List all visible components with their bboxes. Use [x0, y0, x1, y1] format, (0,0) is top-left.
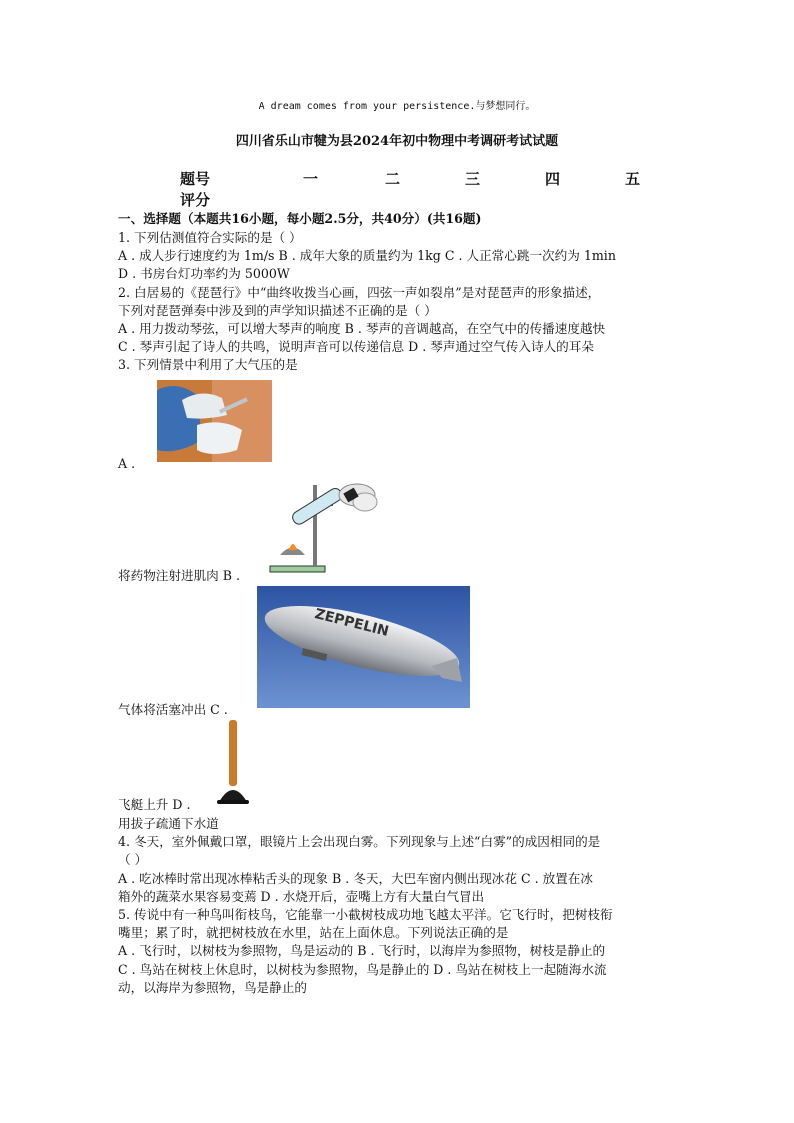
- q5-options-line3: 动，以海岸为参照物，鸟是静止的: [118, 980, 307, 995]
- injection-image: [157, 380, 272, 462]
- q4-options-line2: 箱外的蔬菜水果容易变蔫 D . 水烧开后，壶嘴上方有大量白气冒出: [118, 889, 485, 904]
- score-col-1: 一: [303, 170, 319, 188]
- q5-options-line1: A . 飞行时，以树枝为参照物，鸟是运动的 B . 飞行时，以海岸为参照物，树枝是静止的: [118, 943, 606, 958]
- q4-stem-line1: 4. 冬天，室外佩戴口罩，眼镜片上会出现白雾。下列现象与上述“白雾”的成因相同的是: [118, 834, 601, 849]
- q2-stem-line2: 下列对琵琶弹奏中涉及到的声学知识描述不正确的是（ ）: [118, 303, 437, 318]
- q3-stem: 3. 下列情景中利用了大气压的是: [118, 357, 298, 372]
- q3-label-a: A .: [118, 456, 136, 471]
- section-heading: 一、选择题（本题共16小题，每小题2.5分，共40分）(共16题): [118, 211, 482, 226]
- q2-options-line2: C . 琴声引起了诗人的共鸣，说明声音可以传递信息 D . 琴声通过空气传入诗人的耳朵: [118, 339, 594, 354]
- motto-line: A dream comes from your persistence.与梦想同行。: [258, 101, 536, 112]
- q1-stem: 1. 下列估测值符合实际的是（ ）: [118, 230, 302, 245]
- q3-label-end: 用拔子疏通下水道: [118, 816, 219, 831]
- plunger-image: [213, 720, 253, 805]
- q2-options-line1: A . 用力拨动琴弦，可以增大琴声的响度 B . 琴声的音调越高，在空气中的传播速度越快: [118, 321, 606, 336]
- exam-title: 四川省乐山市犍为县2024年初中物理中考调研考试试题: [235, 134, 559, 149]
- score-row-label-number: 题号: [180, 170, 211, 188]
- score-col-3: 三: [465, 170, 481, 188]
- q3-label-d: 飞艇上升 D .: [118, 797, 191, 812]
- q2-stem-line1: 2. 白居易的《琵琶行》中“曲终收拨当心画，四弦一声如裂帛”是对琵琶声的形象描述，: [118, 285, 601, 300]
- zeppelin-image: [257, 586, 470, 708]
- q5-stem-line2: 嘴里；累了时，就把树枝放在水里，站在上面休息。下列说法正确的是: [118, 925, 509, 940]
- q3-label-b: 将药物注射进肌肉 B .: [118, 568, 241, 583]
- score-col-5: 五: [625, 170, 641, 188]
- q1-options-line1: A . 成人步行速度约为 1m/s B . 成年大象的质量约为 1kg C . 人正常心跳一次约为 1min: [118, 248, 616, 263]
- q5-stem-line1: 5. 传说中有一种鸟叫衔枝鸟，它能靠一小截树枝成功地飞越太平洋。它飞行时，把树枝衔: [118, 907, 613, 922]
- q1-options-line2: D . 书房台灯功率约为 5000W: [118, 266, 290, 281]
- q4-options-line1: A . 吃冰棒时常出现冰棒粘舌头的现象 B . 冬天，大巴车窗内侧出现冰花 C . 放置在冰: [118, 871, 594, 886]
- test-tube-image: [265, 480, 380, 575]
- zeppelin-text: ZEPPELIN: [313, 606, 391, 640]
- q3-label-c: 气体将活塞冲出 C .: [118, 702, 228, 717]
- score-row-label-score: 评分: [180, 191, 211, 209]
- q5-options-line2: C . 鸟站在树枝上休息时，以树枝为参照物，鸟是静止的 D . 鸟站在树枝上一起随海水流: [118, 962, 607, 977]
- score-col-2: 二: [385, 170, 401, 188]
- score-col-4: 四: [545, 170, 561, 188]
- q4-stem-line2: （ ）: [118, 852, 148, 867]
